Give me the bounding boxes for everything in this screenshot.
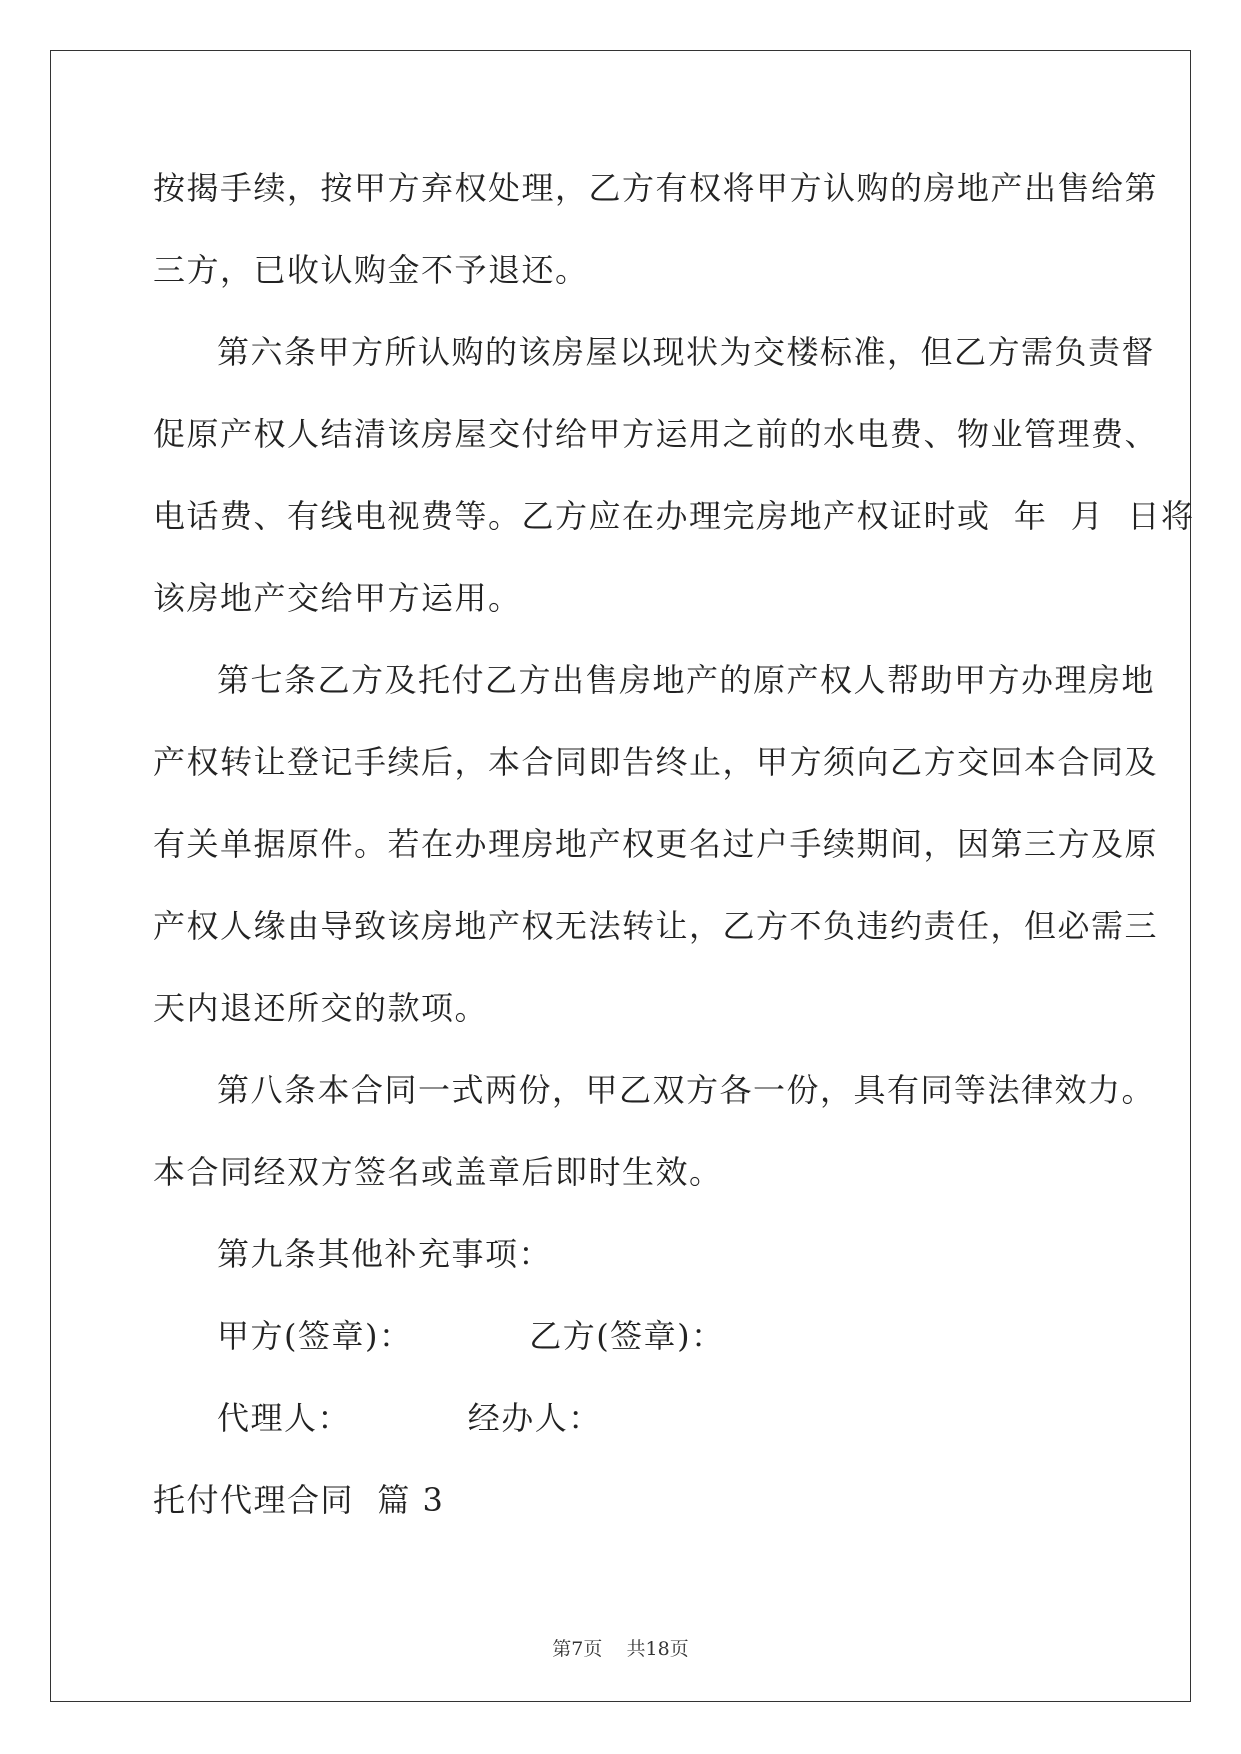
- body-line: 有关单据原件。若在办理房地产权更名过户手续期间，因第三方及原: [153, 825, 1159, 863]
- body-line: 天内退还所交的款项。: [153, 989, 489, 1027]
- body-line: 产权转让登记手续后，本合同即告终止，甲方须向乙方交回本合同及: [153, 743, 1159, 781]
- body-line: 促原产权人结清该房屋交付给甲方运用之前的水电费、物业管理费、: [153, 415, 1159, 453]
- page-number-footer: 第7页 共18页: [552, 1638, 689, 1660]
- section-heading: 托付代理合同 篇 3: [153, 1481, 445, 1519]
- clause-seven-start: 第七条乙方及托付乙方出售房地产的原产权人帮助甲方办理房地: [217, 661, 1156, 699]
- agent-line: 代理人： 经办人：: [217, 1399, 602, 1437]
- clause-eight-start: 第八条本合同一式两份，甲乙双方各一份，具有同等法律效力。: [217, 1071, 1156, 1109]
- body-line: 该房地产交给甲方运用。: [153, 579, 522, 617]
- body-line: 本合同经双方签名或盖章后即时生效。: [153, 1153, 723, 1191]
- body-line: 产权人缘由导致该房地产权无法转让，乙方不负违约责任，但必需三: [153, 907, 1159, 945]
- body-line: 按揭手续，按甲方弃权处理，乙方有权将甲方认购的房地产出售给第: [153, 169, 1159, 207]
- clause-six-start: 第六条甲方所认购的该房屋以现状为交楼标准，但乙方需负责督: [217, 333, 1156, 371]
- clause-nine: 第九条其他补充事项：: [217, 1235, 553, 1273]
- document-body: [153, 160, 1195, 1554]
- body-line: 电话费、有线电视费等。乙方应在办理完房地产权证时或 年 月 日将: [153, 497, 1195, 535]
- signature-line: 甲方(签章)： 乙方(签章)：: [217, 1317, 725, 1355]
- body-line: 三方，已收认购金不予退还。: [153, 251, 589, 289]
